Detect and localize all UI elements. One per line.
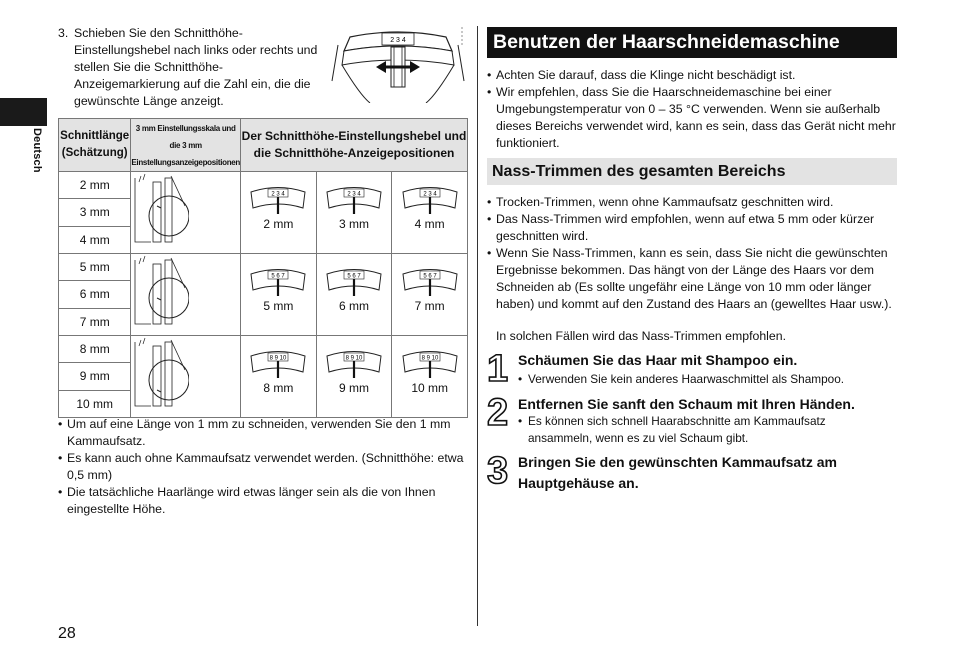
dial-illustration <box>247 348 309 378</box>
list-item: • Um auf eine Länge von 1 mm zu schneiden, verwenden Sie den 1 mm Kammaufsatz. <box>58 416 473 450</box>
header-cut-length: Schnittlänge (Schätzung) <box>59 119 131 172</box>
position-label: 10 mm <box>411 381 448 395</box>
dial-illustration <box>323 184 385 214</box>
language-tab-marker <box>0 98 47 126</box>
step-notes <box>518 371 888 388</box>
length-cell: 4 mm <box>59 226 131 253</box>
position-label: 6 mm <box>339 299 369 313</box>
wet-trim-notes <box>487 194 897 313</box>
header-scale: 3 mm Einstellungsskala und die 3 mm Einstellungsanzeigepositionen <box>131 119 241 172</box>
list-item: • Wir empfehlen, dass Sie die Haarschneidemaschine bei einer Umgebungstemperatur von 0 – 35 °C verwenden. Wenn sie außerhalb dieses Bereichs verwendet wird, kann es sein, dass das Gerät nicht mehr funktioniert. <box>487 84 897 152</box>
lever-position <box>316 336 392 418</box>
list-item: • Es kann auch ohne Kammaufsatz verwendet werden. (Schnitthöhe: etwa 0,5 mm) <box>58 450 473 484</box>
dial-numbers: 2 3 4 <box>347 191 361 198</box>
length-cell: 2 mm <box>59 172 131 199</box>
position-label: 7 mm <box>414 299 445 313</box>
scale-illustration <box>131 172 241 254</box>
wet-trim-recommendation: In solchen Fällen wird das Nass-Trimmen empfohlen. <box>496 329 787 343</box>
position-label: 8 mm <box>263 381 294 395</box>
instruction-step-3 <box>58 25 328 110</box>
table-notes <box>58 416 473 518</box>
position-label: 3 mm <box>339 217 369 231</box>
length-cell: 10 mm <box>59 390 131 417</box>
position-label: 9 mm <box>339 381 369 395</box>
lever-position <box>241 254 317 336</box>
dial-numbers: 2 3 4 <box>271 191 286 198</box>
language-label: Deutsch <box>31 128 43 173</box>
table-row <box>59 336 468 363</box>
step-title: Schäumen Sie das Haar mit Shampoo ein. <box>518 352 798 368</box>
position-label: 4 mm <box>414 217 445 231</box>
scale-illustration <box>131 336 241 418</box>
list-item: • Die tatsächliche Haarlänge wird etwas länger sein als die von Ihnen eingestellte Höhe. <box>58 484 473 518</box>
scale-illustration <box>131 254 241 336</box>
dial-illustration <box>323 266 385 296</box>
dial-numbers: 8 9 10 <box>345 355 363 362</box>
position-label: 2 mm <box>263 217 294 231</box>
list-item: • Das Nass-Trimmen wird empfohlen, wenn auf etwa 5 mm oder kürzer geschnitten wird. <box>487 211 897 245</box>
length-cell: 7 mm <box>59 308 131 335</box>
dial-illustration <box>399 266 461 296</box>
dial-illustration <box>247 266 309 296</box>
dial-numbers: 8 9 10 <box>270 355 287 362</box>
dial-numbers: 2 3 4 <box>422 191 437 198</box>
dial-numbers: 5 6 7 <box>271 273 286 280</box>
lever-position <box>392 254 468 336</box>
cutting-length-table <box>58 118 468 418</box>
step-number: 1 <box>487 348 509 390</box>
lever-position <box>316 254 392 336</box>
dial-numbers: 5 6 7 <box>347 273 361 280</box>
step-title: Bringen Sie den gewünschten Kammaufsatz am Hauptgehäuse an. <box>518 454 837 491</box>
table-row <box>59 172 468 199</box>
dial-numbers: 5 6 7 <box>422 273 437 280</box>
position-label: 5 mm <box>263 299 294 313</box>
column-divider <box>477 26 478 626</box>
length-cell: 3 mm <box>59 199 131 226</box>
list-item: • Trocken-Trimmen, wenn ohne Kammaufsatz geschnitten wird. <box>487 194 897 211</box>
step-number: 3. <box>58 26 69 40</box>
length-cell: 9 mm <box>59 363 131 390</box>
dial-illustration <box>247 184 309 214</box>
lever-position <box>316 172 392 254</box>
dial-illustration <box>399 184 461 214</box>
general-notes <box>487 67 897 152</box>
length-cell: 8 mm <box>59 336 131 363</box>
dial-illustration <box>399 348 461 378</box>
page-number: 28 <box>58 625 76 642</box>
list-item: • Verwenden Sie kein anderes Haarwaschmittel als Shampoo. <box>518 371 888 388</box>
list-item: • Achten Sie darauf, dass die Klinge nicht beschädigt ist. <box>487 67 897 84</box>
lever-position <box>392 336 468 418</box>
subsection-title: Nass-Trimmen des gesamten Bereichs <box>487 158 897 185</box>
step-text: Schieben Sie den Schnitthöhe-Einstellungshebel nach links oder rechts und stellen Sie die Schnitthöhe-Anzeigemarkierung auf die Zahl ein, die die gewünschte Länge anzeigt. <box>74 26 318 108</box>
length-cell: 5 mm <box>59 254 131 281</box>
step-number: 2 <box>487 392 509 434</box>
length-cell: 6 mm <box>59 281 131 308</box>
lever-position <box>392 172 468 254</box>
step-number: 3 <box>487 450 509 492</box>
tool-dial-numbers: 2 3 4 <box>390 37 406 44</box>
table-row <box>59 254 468 281</box>
list-item: • Es können sich schnell Haarabschnitte am Kammaufsatz ansammeln, wenn es zu viel Schaum gibt. <box>518 413 888 447</box>
step-notes <box>518 413 888 447</box>
height-lever-illustration <box>330 25 466 103</box>
header-lever-positions: Der Schnitthöhe-Einstellungshebel und die Schnitthöhe-Anzeigepositionen <box>241 119 468 172</box>
dial-illustration <box>323 348 385 378</box>
step-title: Entfernen Sie sanft den Schaum mit Ihren Händen. <box>518 396 855 412</box>
list-item: • Wenn Sie Nass-Trimmen, kann es sein, dass Sie nicht die gewünschten Ergebnisse bekommen. Das hängt von der Länge des Haars vor dem Schneiden ab (Es sollte ungefähr eine Länge von 10 mm oder länger haben) und kommt auf den Zustand des Haars an (gewelltes Haar usw.). <box>487 245 897 313</box>
section-title: Benutzen der Haarschneidemaschine <box>487 27 897 58</box>
dial-numbers: 8 9 10 <box>421 355 438 362</box>
lever-position <box>241 172 317 254</box>
lever-position <box>241 336 317 418</box>
